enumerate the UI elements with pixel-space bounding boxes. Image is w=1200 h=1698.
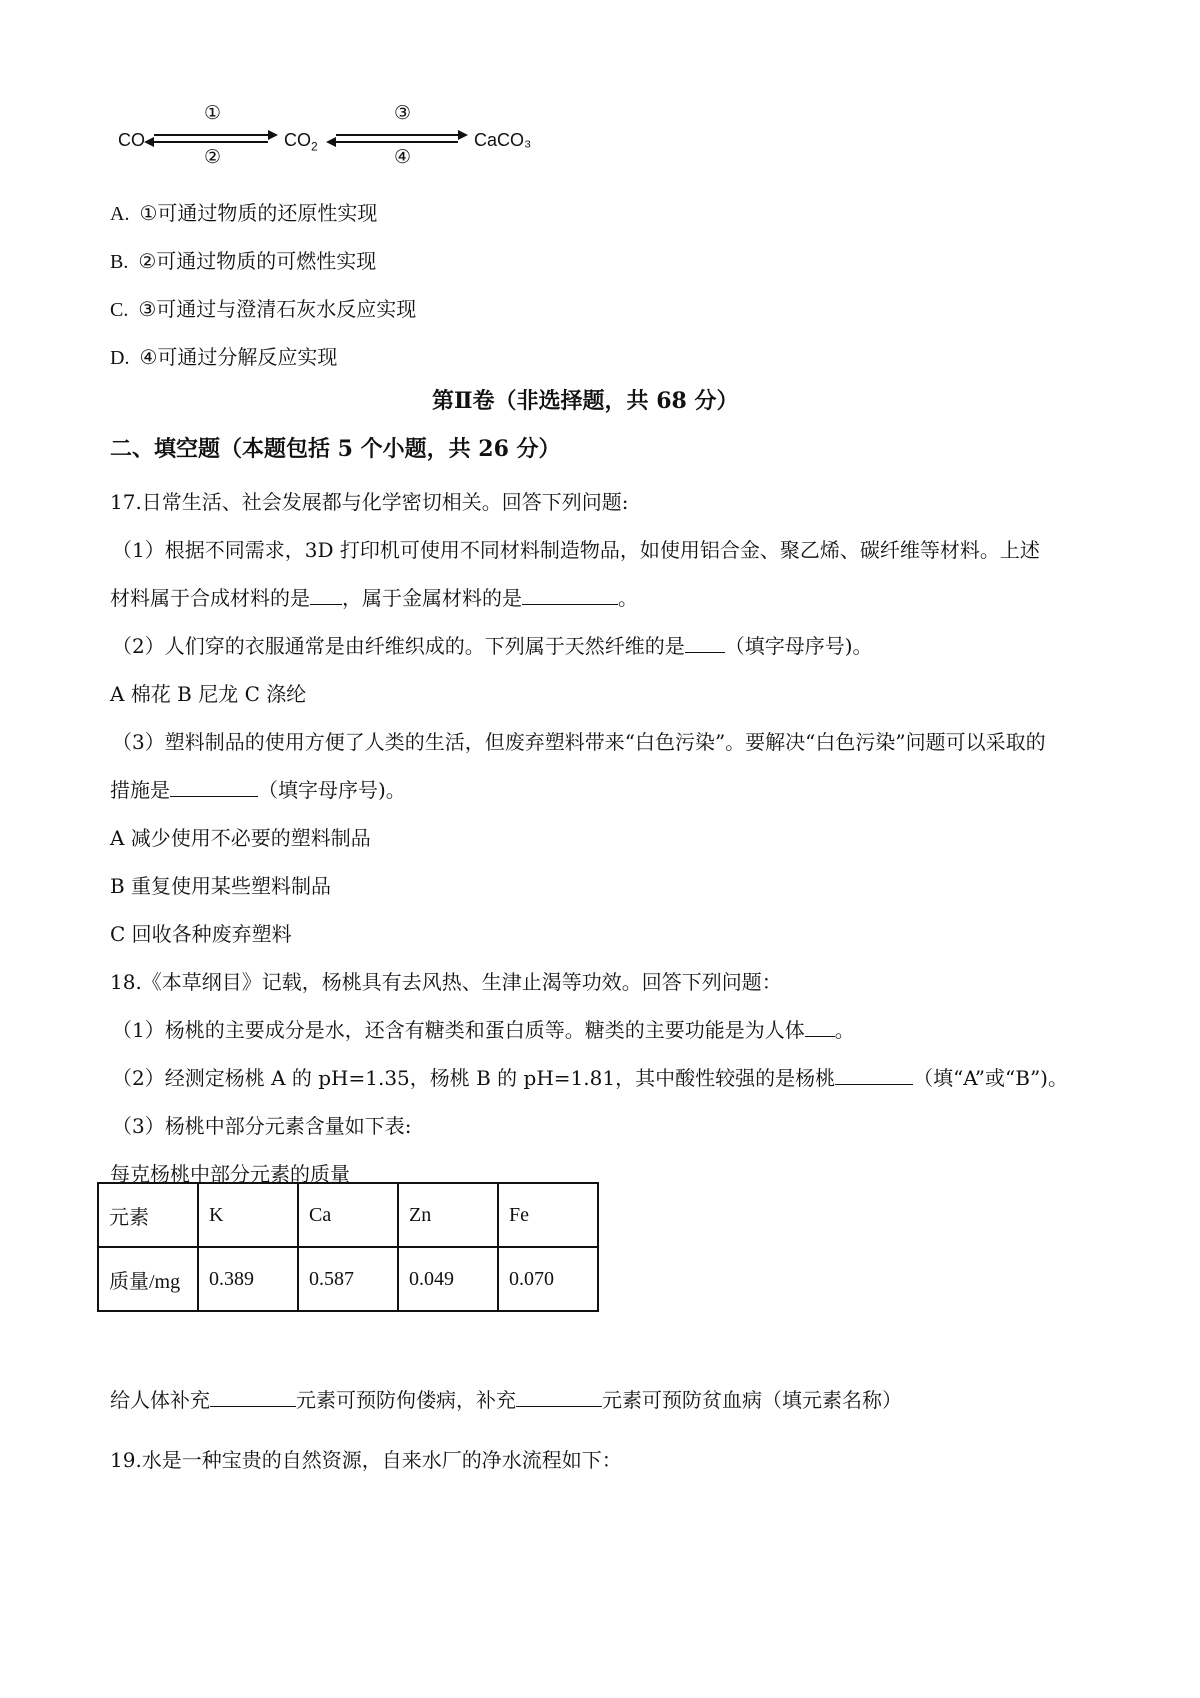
blank [805, 1020, 835, 1037]
table-cell: Fe [498, 1183, 598, 1247]
blank [835, 1068, 913, 1085]
table-row [98, 1247, 598, 1311]
step-2-label: ② [204, 146, 222, 168]
species-caco3: CaCO₃ [474, 130, 532, 150]
table-cell: 0.070 [498, 1247, 598, 1311]
q17-p3-line1: （3）塑料制品的使用方便了人类的生活，但废弃塑料带来“白色污染”。要解决“白色污染”问题可以采取的 [112, 730, 1046, 754]
option-d: D. ④可通过分解反应实现 [110, 345, 338, 369]
reaction-diagram [118, 102, 558, 172]
table-cell: Ca [298, 1183, 398, 1247]
table-cell: Zn [398, 1183, 498, 1247]
blank [516, 1390, 602, 1407]
table-cell: 元素 [98, 1183, 198, 1247]
q17-p1-line2: 材料属于合成材料的是 ，属于金属材料的是 。 [110, 586, 638, 610]
q17-p3-line2: 措施是 （填字母序号)。 [110, 778, 406, 802]
q18-fill-line: 给人体补充 元素可预防佝偻病，补充 元素可预防贫血病（填元素名称） [110, 1388, 902, 1412]
table-cell: K [198, 1183, 298, 1247]
element-table [97, 1182, 599, 1312]
step-4-label: ④ [394, 146, 412, 168]
step-1-label: ① [204, 102, 222, 124]
table-caption: 每克杨桃中部分元素的质量 [110, 1162, 350, 1186]
table-cell: 0.049 [398, 1247, 498, 1311]
table-cell: 0.389 [198, 1247, 298, 1311]
q17-p3-option-b: B 重复使用某些塑料制品 [110, 874, 332, 898]
q17-p3-option-c: C 回收各种废弃塑料 [110, 922, 292, 946]
q17-p3-option-a: A 减少使用不必要的塑料制品 [110, 826, 371, 850]
q19-stem: 19.水是一种宝贵的自然资源，自来水厂的净水流程如下： [110, 1448, 622, 1472]
species-co2: $CO_2$ [284, 130, 318, 154]
blank [310, 588, 342, 605]
blank [522, 588, 618, 605]
q18-p3: （3）杨桃中部分元素含量如下表: [112, 1114, 412, 1138]
q18-stem: 18.《本草纲目》记载，杨桃具有去风热、生津止渴等功效。回答下列问题： [110, 970, 782, 994]
q17-p1-line1: （1）根据不同需求，3D 打印机可使用不同材料制造物品，如使用铝合金、聚乙烯、碳纤维等材料。上述 [112, 538, 1040, 562]
q17-p2-options: A 棉花 B 尼龙 C 涤纶 [110, 682, 307, 706]
part-title: 二、填空题（本题包括 5 个小题，共 26 分） [110, 436, 561, 462]
option-c: C. ③可通过与澄清石灰水反应实现 [110, 297, 417, 321]
q17-p2: （2）人们穿的衣服通常是由纤维织成的。下列属于天然纤维的是 （填字母序号)。 [112, 634, 873, 658]
option-b: B. ②可通过物质的可燃性实现 [110, 249, 377, 273]
q17-stem: 17.日常生活、社会发展都与化学密切相关。回答下列问题: [110, 490, 629, 514]
q18-p1: （1）杨桃的主要成分是水，还含有糖类和蛋白质等。糖类的主要功能是为人体 。 [112, 1018, 855, 1042]
blank [685, 636, 725, 653]
species-co: CO [118, 130, 145, 150]
table-cell: 0.587 [298, 1247, 398, 1311]
table-cell: 质量/mg [98, 1247, 198, 1311]
table-header-row [98, 1183, 598, 1247]
option-a: A. ①可通过物质的还原性实现 [110, 201, 378, 225]
blank [210, 1390, 296, 1407]
step-3-label: ③ [394, 102, 412, 124]
section-title: 第Ⅱ卷（非选择题，共 68 分） [432, 388, 739, 414]
blank [170, 780, 258, 797]
q18-p2: （2）经测定杨桃 A 的 pH=1.35，杨桃 B 的 pH=1.81，其中酸性较强的是杨桃 （填“A”或“B”)。 [112, 1066, 1068, 1090]
